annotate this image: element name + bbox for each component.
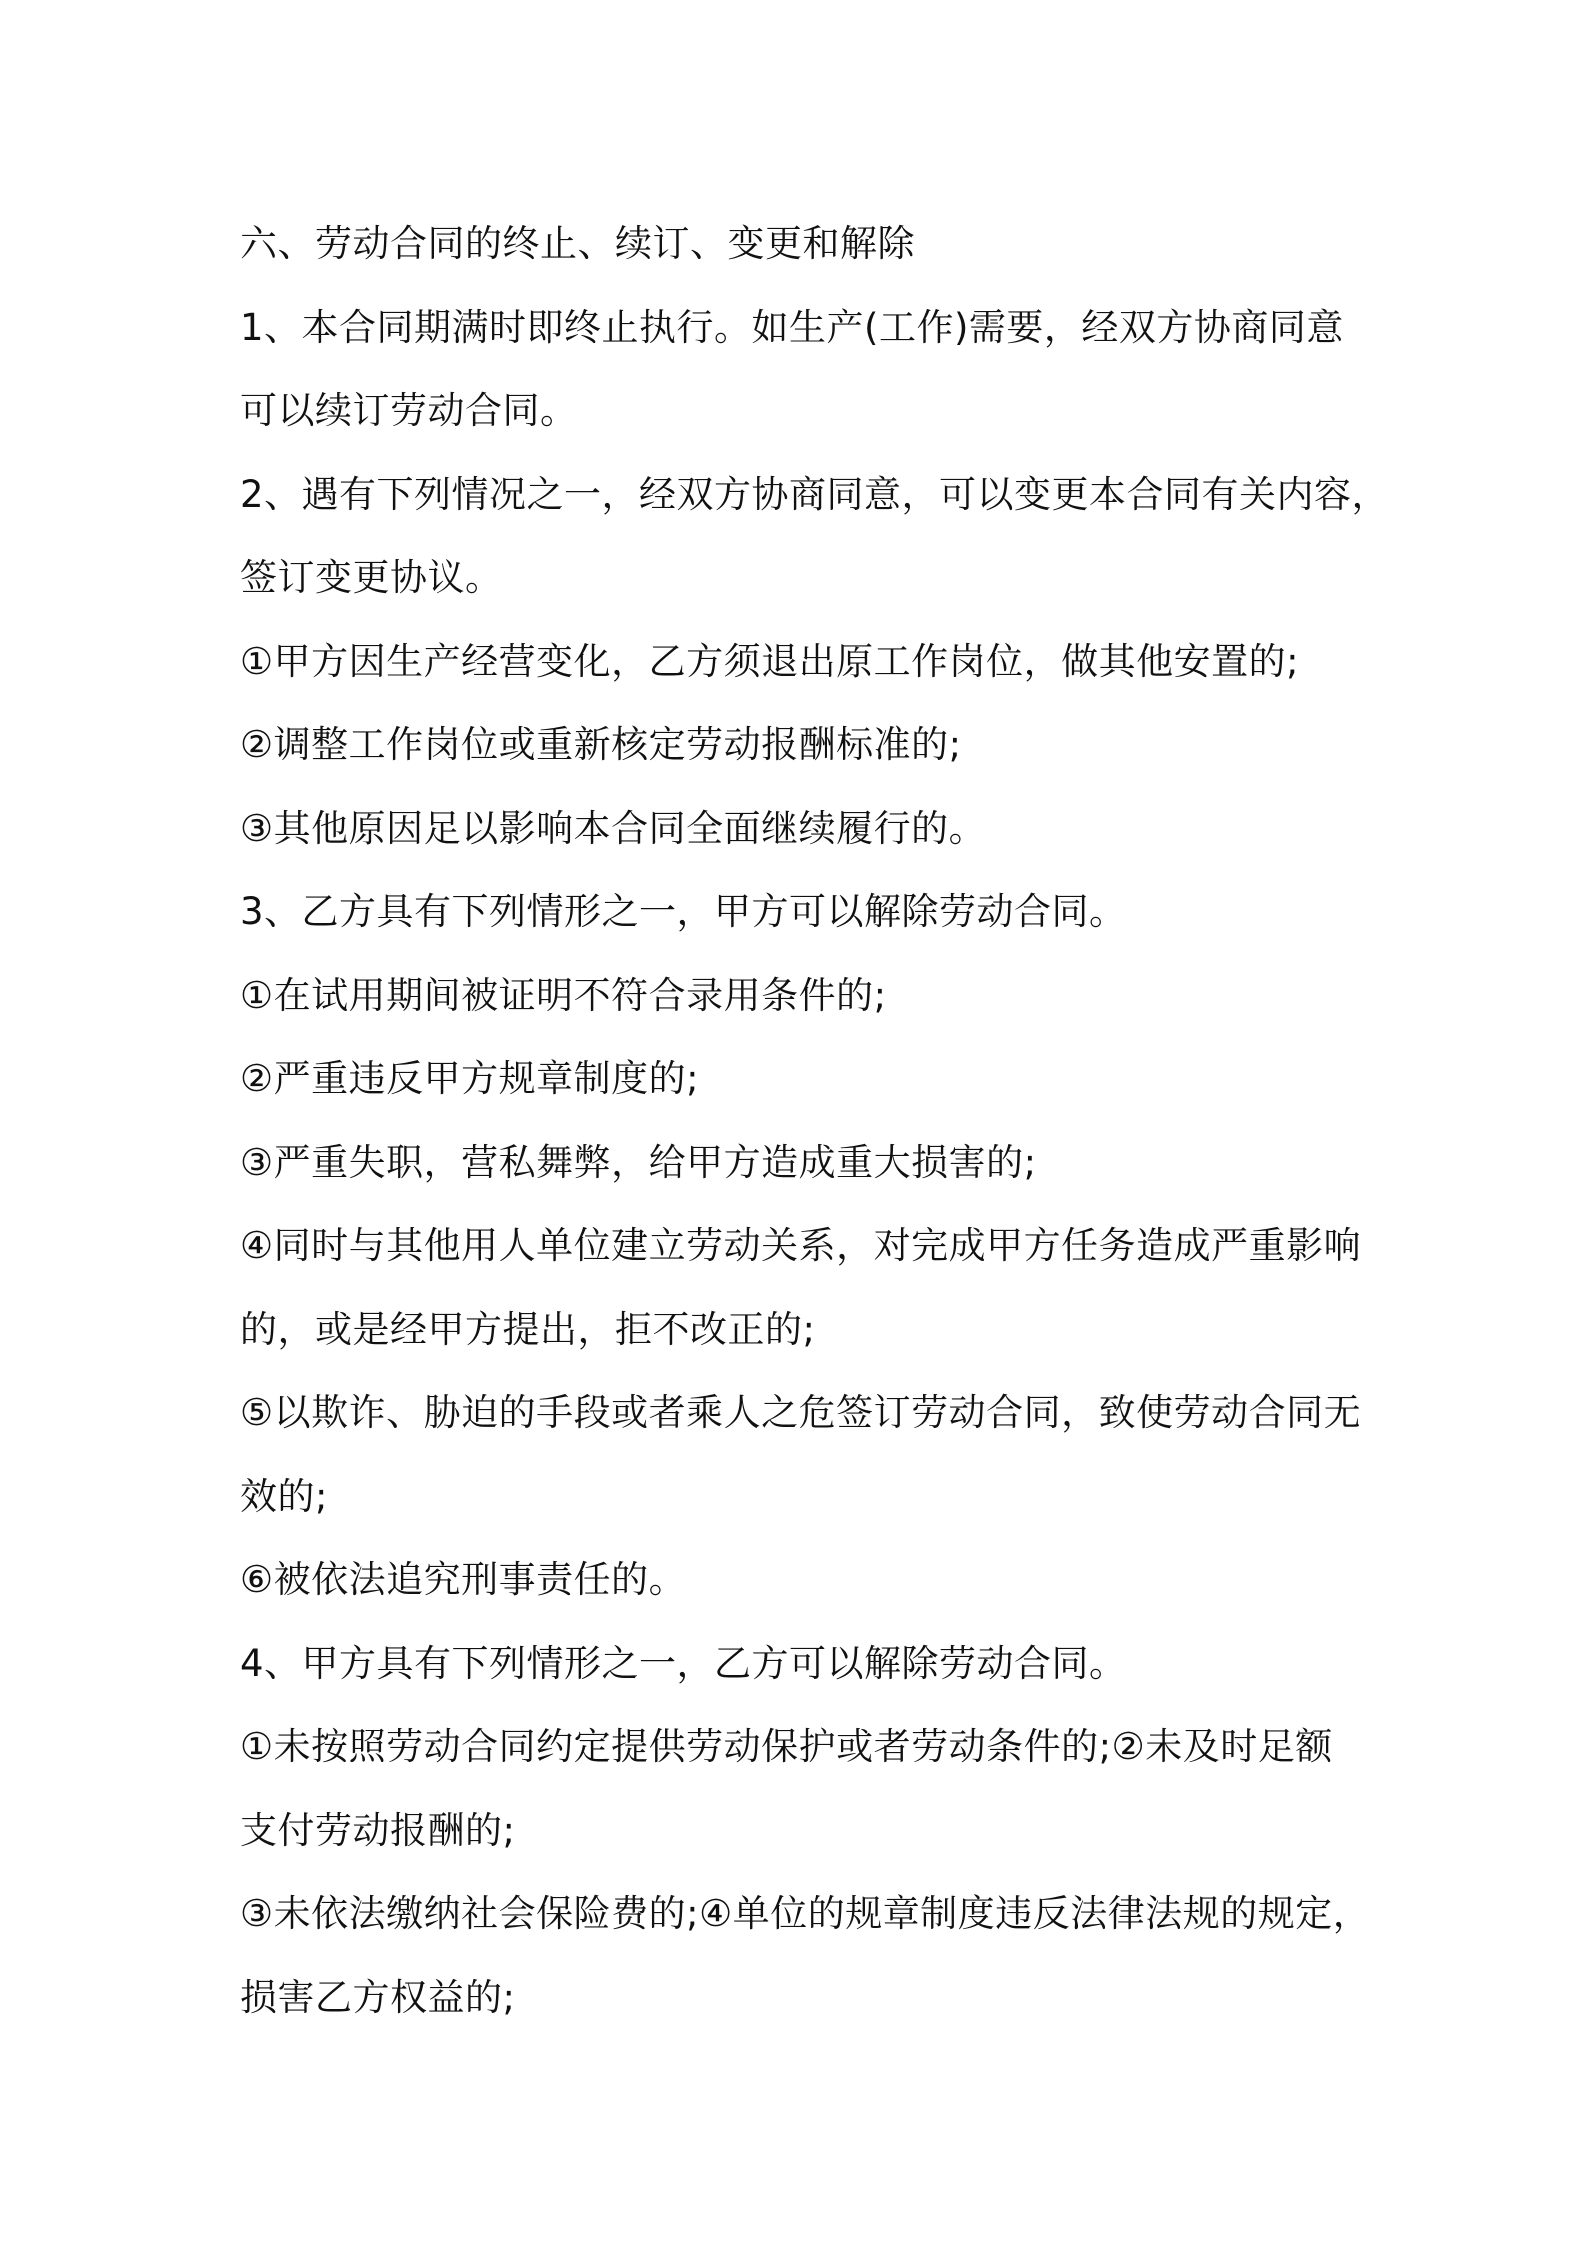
clause-4-items-1-2: ①未按照劳动合同约定提供劳动保护或者劳动条件的;②未及时足额 — [240, 1725, 1333, 1768]
clause-1-text: 1、本合同期满时即终止执行。如生产(工作)需要，经双方协商同意 — [240, 305, 1344, 349]
clause-3-item-6: ⑥被依法追究刑事责任的。 — [240, 1558, 687, 1601]
clause-3-item-5-cont: 效的; — [240, 1474, 328, 1518]
clause-2-item-3: ③其他原因足以影响本合同全面继续履行的。 — [240, 806, 987, 850]
clause-2-text: 2、遇有下列情况之一，经双方协商同意，可以变更本合同有关内容， — [240, 472, 1390, 516]
document-body — [240, 202, 1390, 2039]
clause-4-text: 4、甲方具有下列情形之一，乙方可以解除劳动合同。 — [240, 1641, 1127, 1685]
clause-3-text: 3、乙方具有下列情形之一，甲方可以解除劳动合同。 — [240, 890, 1127, 933]
clause-3-item-1: ①在试用期间被证明不符合录用条件的; — [240, 973, 887, 1017]
clause-2-item-1: ①甲方因生产经营变化，乙方须退出原工作岗位，做其他安置的; — [240, 639, 1300, 683]
clause-3-item-2: ②严重违反甲方规章制度的; — [240, 1057, 700, 1100]
clause-3-item-4-cont: 的，或是经甲方提出，拒不改正的; — [240, 1307, 816, 1351]
clause-4-items-1-2-cont: 支付劳动报酬的; — [240, 1808, 516, 1852]
clause-3-item-5: ⑤以欺诈、胁迫的手段或者乘人之危签订劳动合同，致使劳动合同无 — [240, 1391, 1362, 1434]
clause-4-items-3-4-cont: 损害乙方权益的; — [240, 1975, 516, 2019]
clause-2-text-cont: 签订变更协议。 — [240, 556, 503, 599]
section-heading: 六、劳动合同的终止、续订、变更和解除 — [240, 222, 915, 265]
clause-1-text-cont: 可以续订劳动合同。 — [240, 389, 578, 432]
clause-3-item-4: ④同时与其他用人单位建立劳动关系，对完成甲方任务造成严重影响 — [240, 1224, 1362, 1267]
clause-3-item-3: ③严重失职，营私舞弊，给甲方造成重大损害的; — [240, 1140, 1037, 1184]
clause-4-items-3-4: ③未依法缴纳社会保险费的;④单位的规章制度违反法律法规的规定， — [240, 1892, 1371, 1935]
clause-2-item-2: ②调整工作岗位或重新核定劳动报酬标准的; — [240, 723, 962, 766]
